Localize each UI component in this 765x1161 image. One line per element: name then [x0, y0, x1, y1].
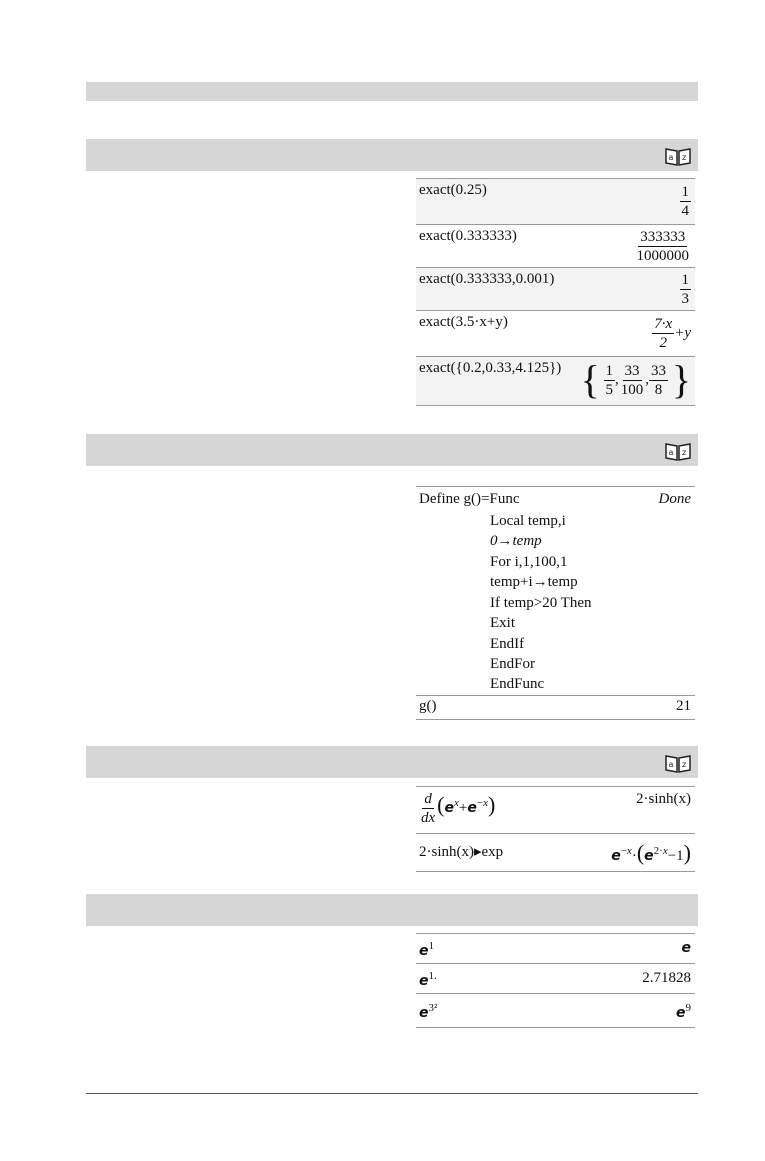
exp-examples-panel — [416, 786, 695, 872]
convert-entry: 2·sinh(x)▸exp — [419, 844, 504, 860]
convert-result: $e^{-x}\cdot(e^{2\cdot x}-1)$ — [611, 840, 691, 865]
book-icon — [664, 146, 692, 166]
exact-row — [416, 311, 695, 357]
e-power-entry: $e^{3^2}$ — [419, 1002, 438, 1021]
exact-section-header — [86, 139, 698, 171]
exact-row — [416, 268, 695, 311]
call-row — [416, 696, 695, 720]
exit-section-header — [86, 434, 698, 466]
svg-text:a: a — [668, 448, 674, 457]
program-line: For i,1,100,1 — [490, 554, 568, 570]
result-fraction: $\frac{1}{3}$ — [681, 272, 689, 307]
svg-text:z: z — [682, 760, 687, 769]
result-fraction: $\frac{333333}{1000000}$ — [636, 229, 689, 264]
exit-example-panel — [416, 486, 695, 720]
entry-text: exact(3.5·x+y) — [419, 314, 508, 330]
program-line: Exit — [490, 615, 515, 631]
convert-row — [416, 834, 695, 872]
derivative-row — [416, 787, 695, 834]
book-icon — [664, 753, 692, 773]
program-line: Local temp,i — [490, 513, 566, 529]
top-header-bar — [86, 82, 698, 101]
e-power-result: e — [681, 940, 691, 956]
program-line: 0→temp — [490, 533, 542, 549]
define-label: Define g()=Func — [419, 491, 520, 507]
exact-row — [416, 357, 695, 406]
svg-text:z: z — [682, 448, 687, 457]
e-power-panel — [416, 933, 695, 1028]
svg-text:a: a — [668, 760, 674, 769]
e-power-entry: $e^1$ — [419, 940, 434, 959]
e-power-result: $e^9$ — [676, 1002, 691, 1021]
exp-section-header — [86, 746, 698, 778]
program-line: EndIf — [490, 636, 525, 652]
result-list: { $\frac{1}{5}$ , $\frac{33}{100}$ , $\frac{33}{8}$ } — [580, 357, 691, 402]
svg-text:a: a — [668, 153, 674, 162]
result-expression: $\frac{7\cdot x}{2}$ +y — [654, 316, 691, 351]
exact-row — [416, 179, 695, 225]
e-power-entry: $e^{1.}$ — [419, 970, 437, 989]
e-power-row — [416, 994, 695, 1028]
define-row — [416, 487, 695, 696]
exact-examples-panel — [416, 178, 695, 406]
entry-text: exact(0.333333) — [419, 228, 517, 244]
svg-text:z: z — [682, 153, 687, 162]
e-power-row — [416, 964, 695, 994]
program-line: EndFor — [490, 656, 535, 672]
entry-text: exact({0.2,0.33,4.125}) — [419, 360, 562, 376]
call-entry: g() — [419, 698, 437, 714]
derivative-entry: $\frac{d}{dx}$ $(e^x+e^{-x})$ — [421, 791, 496, 826]
book-icon — [664, 441, 692, 461]
footer-rule — [86, 1093, 698, 1094]
program-line: EndFunc — [490, 676, 545, 692]
entry-text: exact(0.25) — [419, 182, 487, 198]
e-power-section-header — [86, 894, 698, 926]
define-result: Done — [658, 491, 691, 507]
derivative-result: 2·sinh(x) — [636, 791, 691, 807]
result-fraction: $\frac{1}{4}$ — [681, 184, 689, 219]
entry-text: exact(0.333333,0.001) — [419, 271, 555, 287]
exact-row — [416, 225, 695, 268]
e-power-result: 2.71828 — [642, 970, 691, 986]
program-line: temp+i→temp — [490, 574, 578, 590]
program-line: If temp>20 Then — [490, 595, 592, 611]
call-result: 21 — [676, 698, 691, 714]
e-power-row — [416, 934, 695, 964]
